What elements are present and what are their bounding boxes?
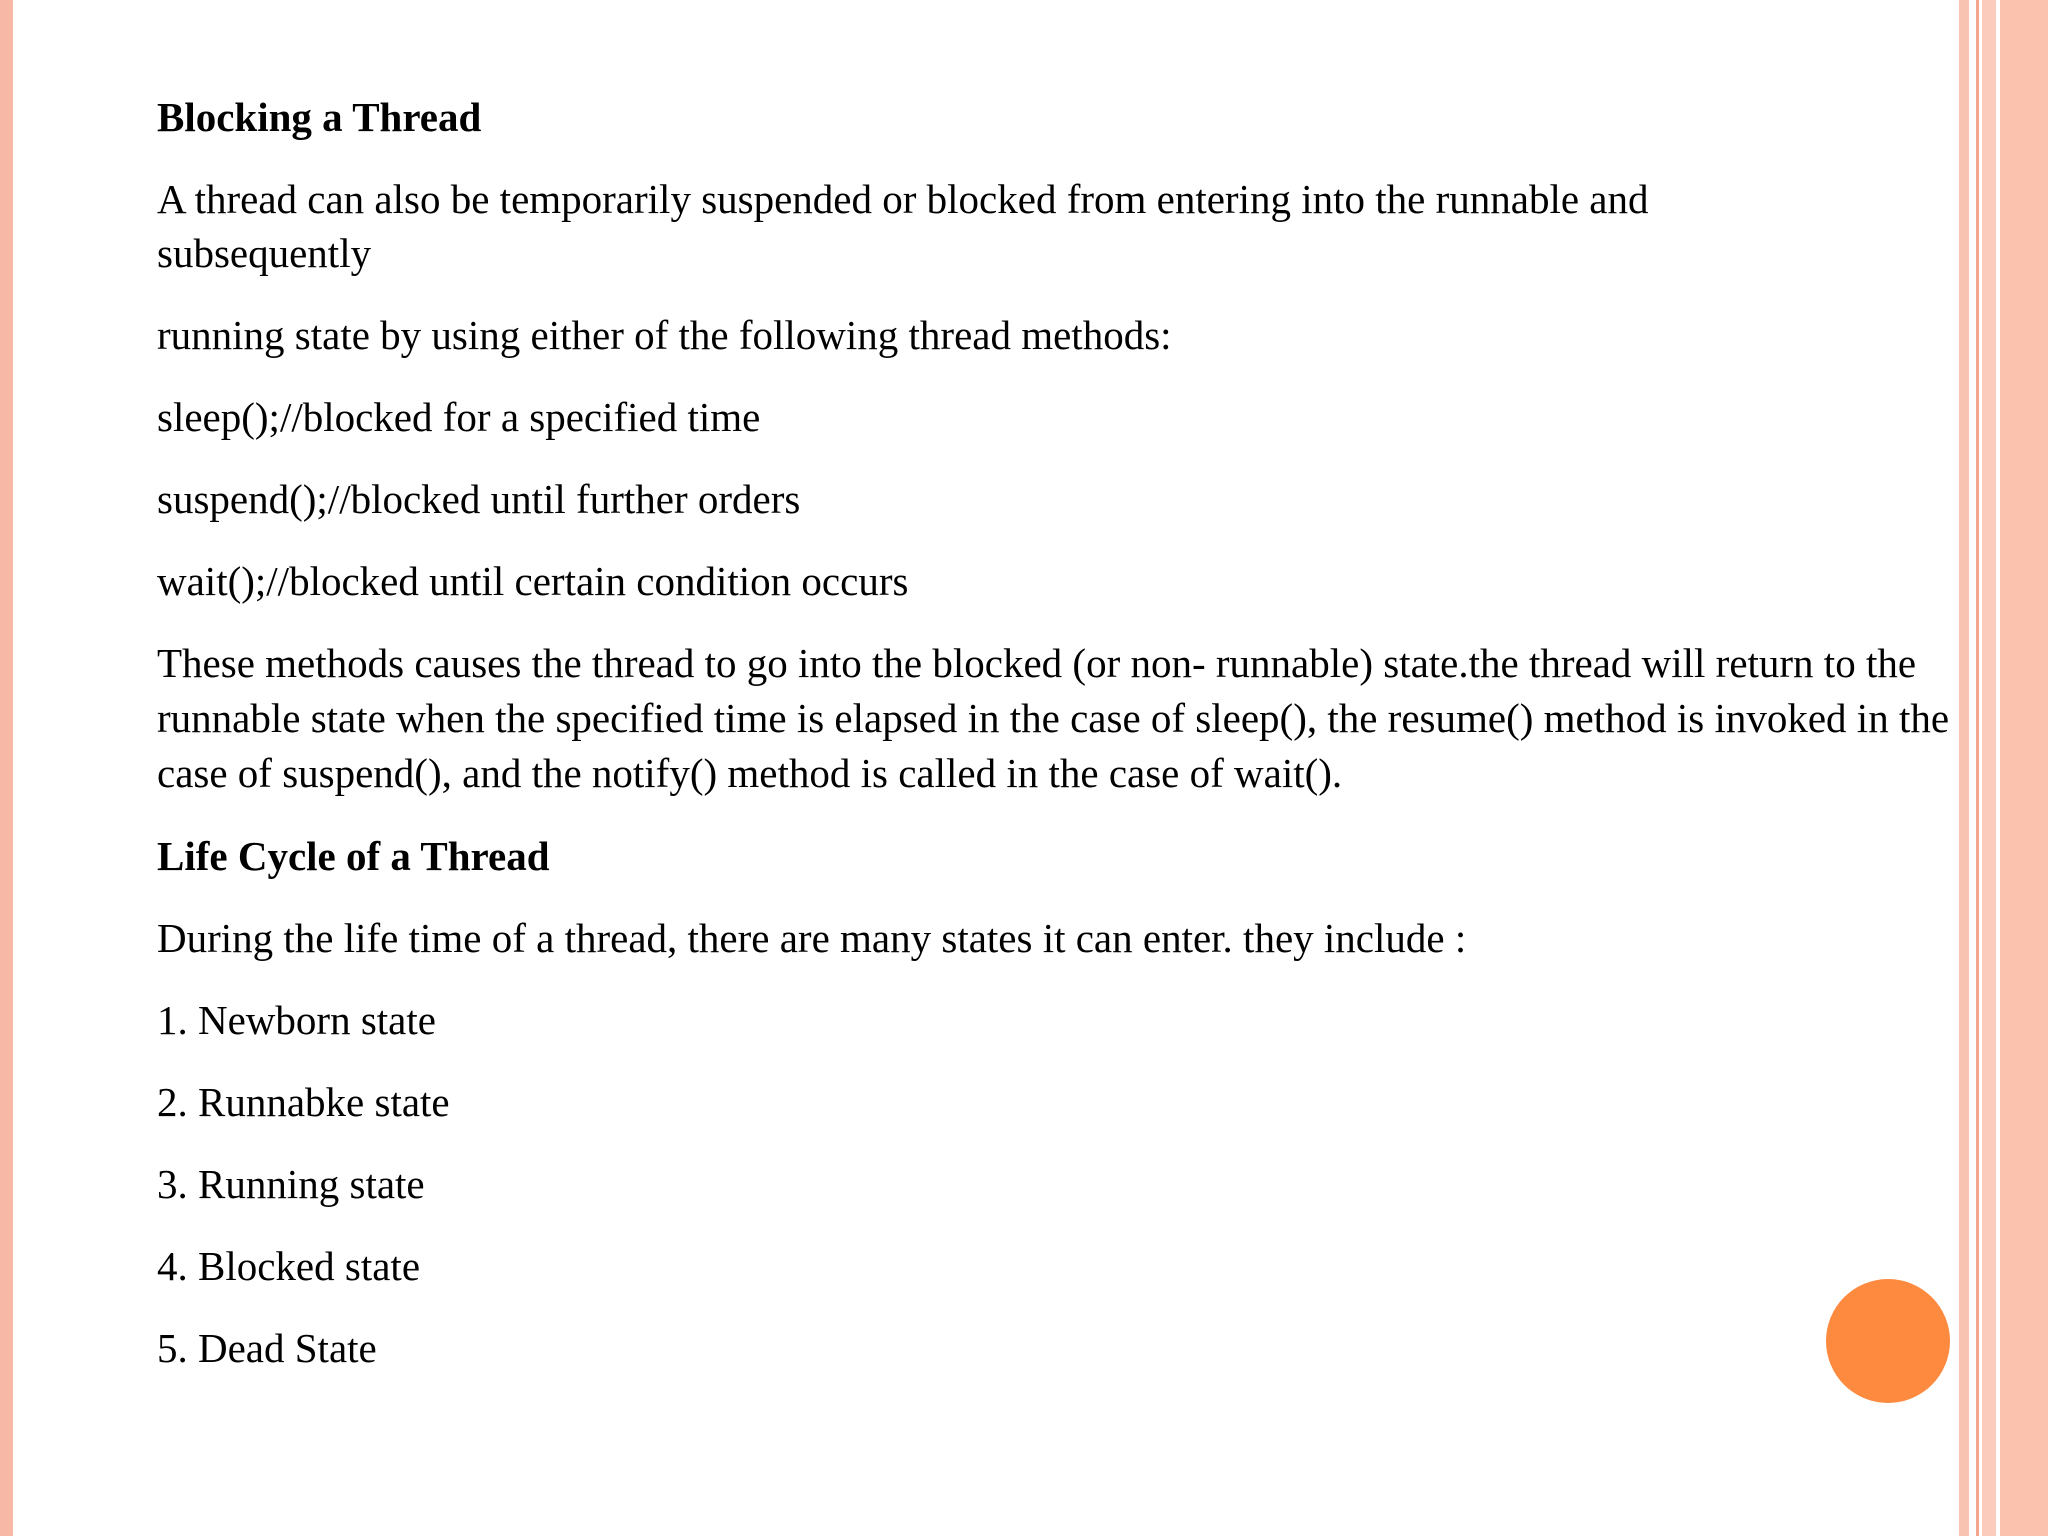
section-heading-lifecycle: Life Cycle of a Thread <box>157 833 550 879</box>
section-heading-blocking: Blocking a Thread <box>157 94 482 140</box>
right-border-stripe <box>2000 0 2048 1536</box>
state-item: 1. Newborn state <box>157 997 436 1043</box>
decorative-circle <box>1826 1279 1950 1403</box>
right-border-stripe <box>1982 0 1996 1536</box>
right-border-stripe <box>1959 0 1969 1536</box>
left-border-stripe <box>0 0 13 1536</box>
right-border-stripe <box>1976 0 1979 1536</box>
method-wait: wait();//blocked until certain condition occurs <box>157 558 909 604</box>
state-item: 2. Runnabke state <box>157 1079 450 1125</box>
intro-paragraph-continued: running state by using either of the following thread methods: <box>157 312 1172 358</box>
slide-content <box>157 90 1950 1403</box>
method-suspend: suspend();//blocked until further orders <box>157 476 801 522</box>
method-sleep: sleep();//blocked for a specified time <box>157 394 761 440</box>
state-item: 3. Running state <box>157 1161 425 1207</box>
lifecycle-intro: During the life time of a thread, there are many states it can enter. they include : <box>157 915 1467 961</box>
intro-paragraph: A thread can also be temporarily suspended or blocked from entering into the runnable and subsequently <box>157 176 1649 276</box>
state-item: 5. Dead State <box>157 1325 377 1371</box>
explanation-paragraph: These methods causes the thread to go into the blocked (or non- runnable) state.the thread will return to the runnable state when the specified time is elapsed in the case of sleep(), the resume() method is invoked in the case of suspend(), and the notify() method is called in the case of wait(). <box>157 640 1950 796</box>
state-item: 4. Blocked state <box>157 1243 421 1289</box>
